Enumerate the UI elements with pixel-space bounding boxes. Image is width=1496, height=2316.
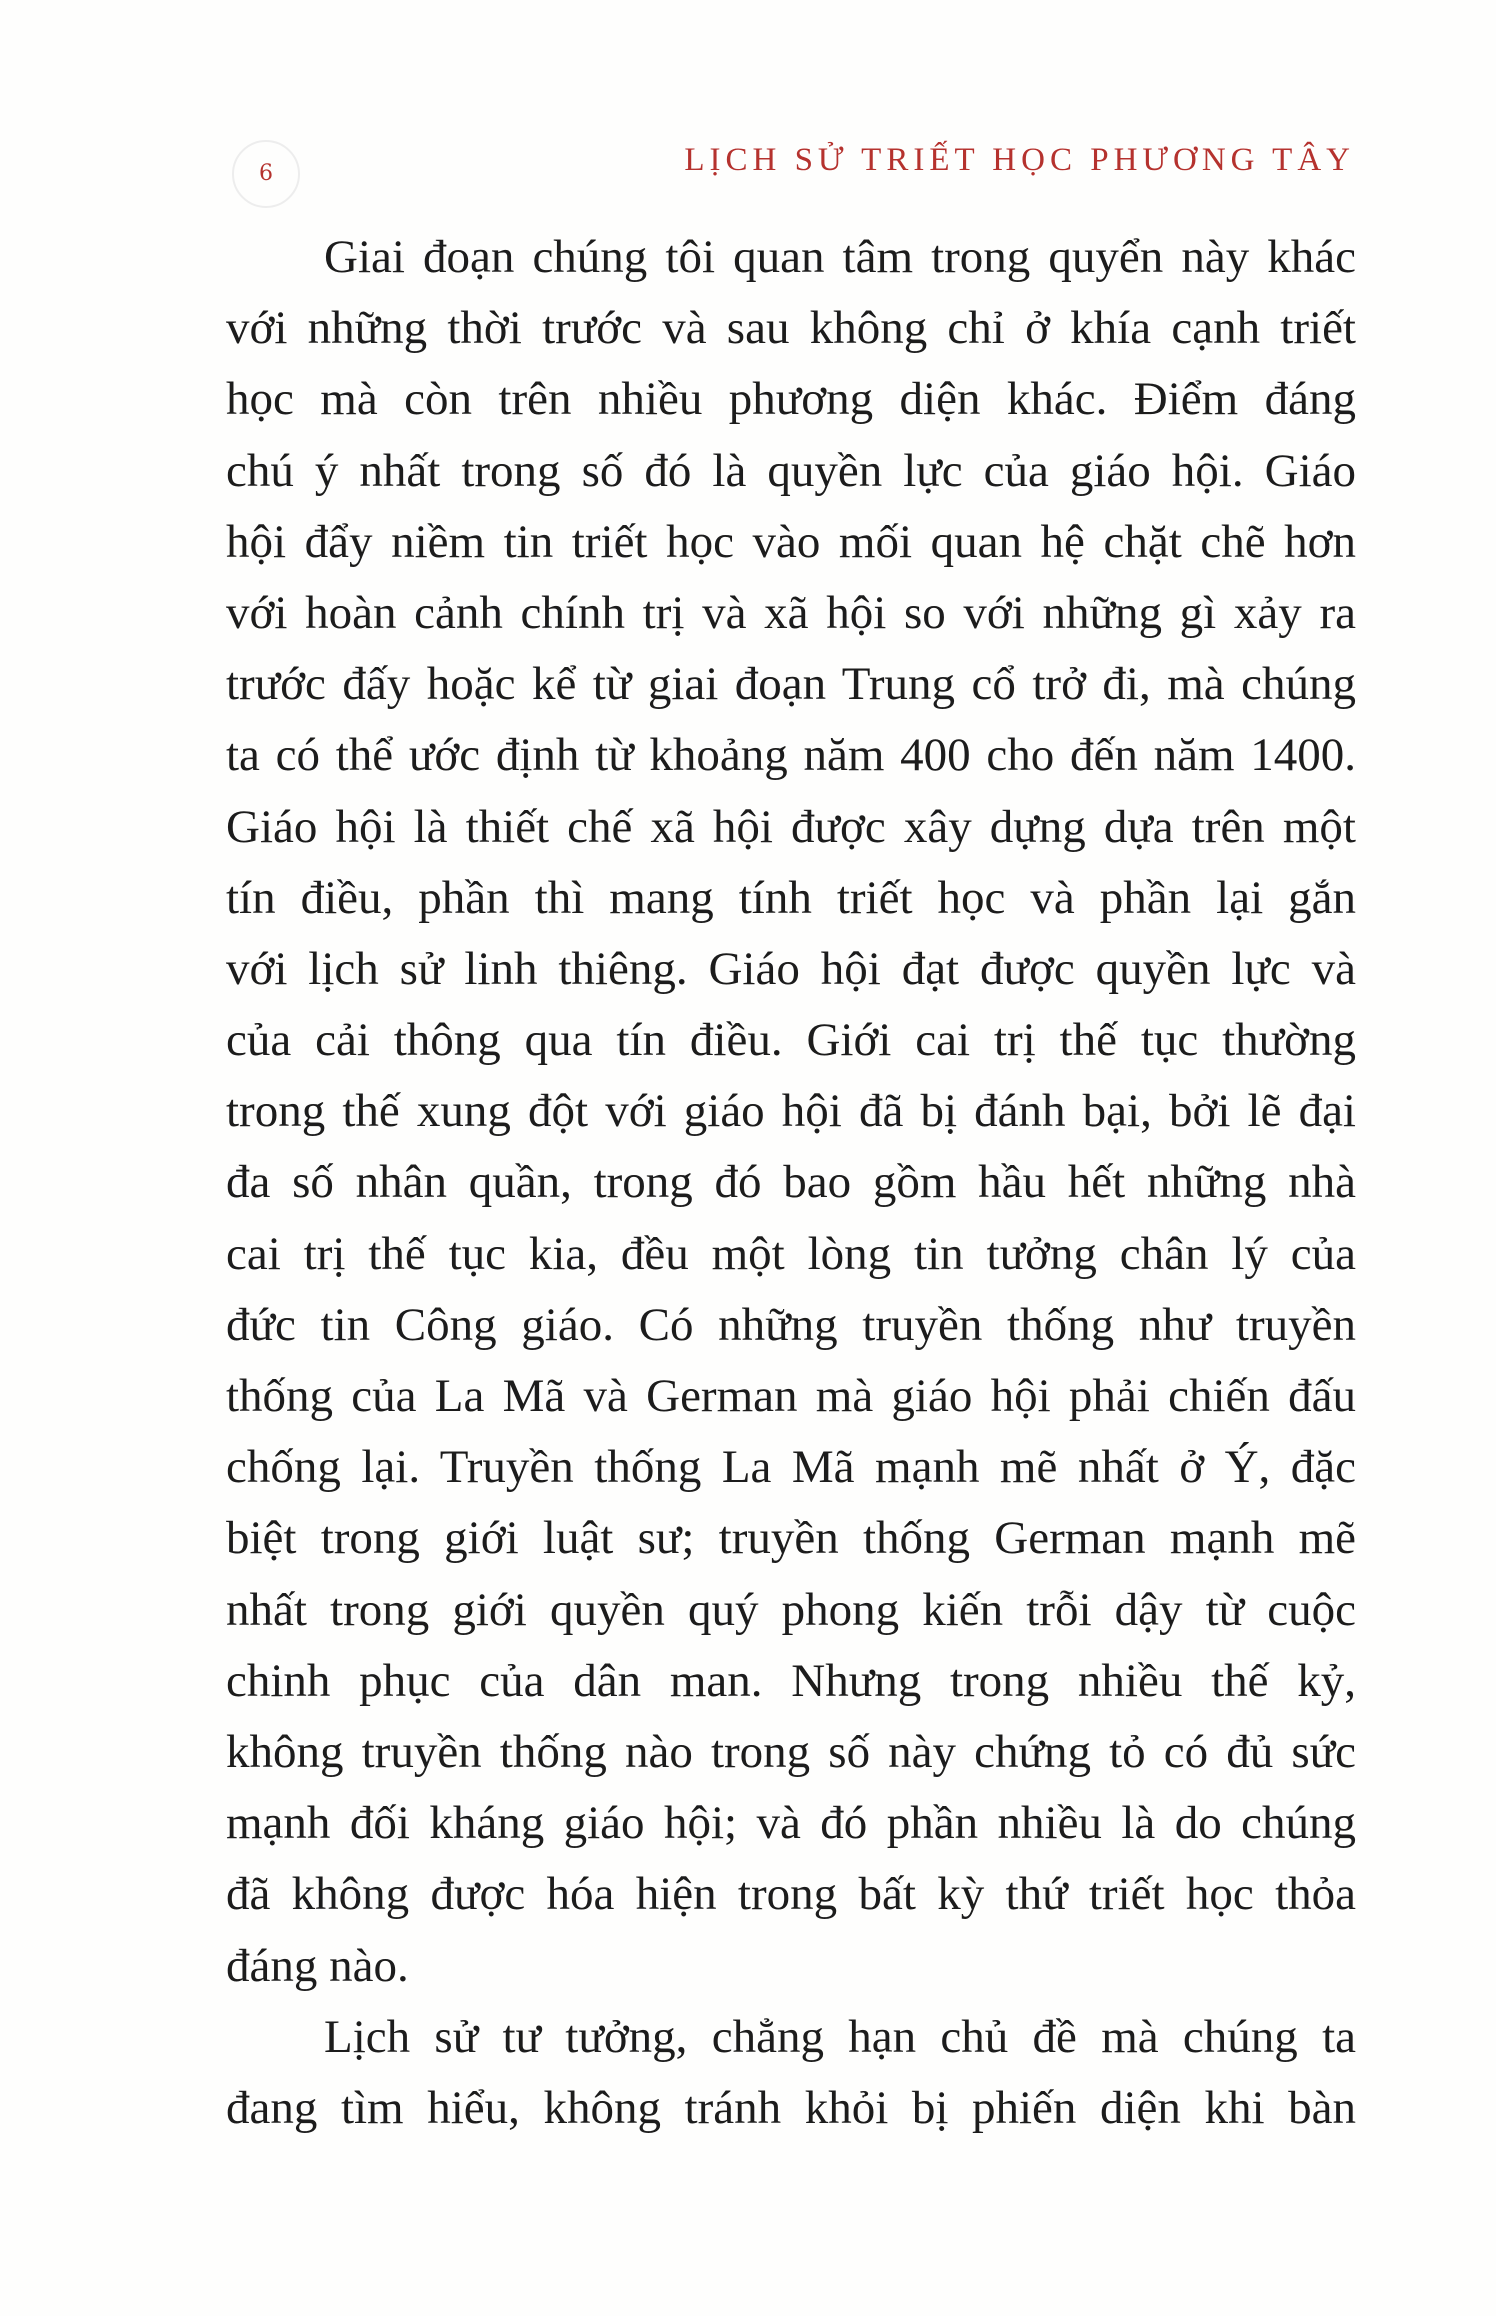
paragraph-1-line: mạnh đối kháng giáo hội; và đó phần nhiều là do chúng: [226, 1797, 1356, 1850]
page-number: 6: [232, 140, 300, 208]
paragraph-1-line: chinh phục của dân man. Nhưng trong nhiều thế kỷ,: [226, 1654, 1356, 1707]
paragraph-1-line: đa số nhân quần, trong đó bao gồm hầu hết những nhà: [226, 1156, 1356, 1209]
paragraph-1-line: chống lại. Truyền thống La Mã mạnh mẽ nhất ở Ý, đặc: [226, 1441, 1356, 1494]
paragraph-1-line: không truyền thống nào trong số này chứng tỏ có đủ sức: [226, 1725, 1356, 1778]
paragraph-1-line: tín điều, phần thì mang tính triết học và phần lại gắn: [226, 871, 1356, 924]
paragraph-1-line: học mà còn trên nhiều phương diện khác. Điểm đáng: [226, 373, 1356, 426]
paragraph-1-line: đức tin Công giáo. Có những truyền thống như truyền: [226, 1298, 1356, 1351]
paragraph-1-line: biệt trong giới luật sư; truyền thống German mạnh mẽ: [226, 1512, 1356, 1565]
paragraph-1-line: với hoàn cảnh chính trị và xã hội so với những gì xảy ra: [226, 586, 1356, 639]
paragraph-1-line: hội đẩy niềm tin triết học vào mối quan hệ chặt chẽ hơn: [226, 515, 1356, 568]
paragraph-1-line: Giáo hội là thiết chế xã hội được xây dựng dựa trên một: [226, 800, 1356, 853]
paragraph-1-line: cai trị thế tục kia, đều một lòng tin tưởng chân lý của: [226, 1227, 1356, 1280]
running-title: LỊCH SỬ TRIẾT HỌC PHƯƠNG TÂY: [684, 142, 1355, 178]
paragraph-1-line: đã không được hóa hiện trong bất kỳ thứ triết học thỏa: [226, 1868, 1356, 1921]
paragraph-1-line: với lịch sử linh thiêng. Giáo hội đạt được quyền lực và: [226, 942, 1356, 995]
paragraph-1-line: nhất trong giới quyền quý phong kiến trỗi dậy từ cuộc: [226, 1583, 1356, 1636]
paragraph-1-line: trong thế xung đột với giáo hội đã bị đánh bại, bởi lẽ đại: [226, 1085, 1356, 1138]
paragraph-2-line: đang tìm hiểu, không tránh khỏi bị phiến diện khi bàn: [226, 2081, 1356, 2134]
paragraph-1-line: với những thời trước và sau không chỉ ở khía cạnh triết: [226, 302, 1356, 355]
paragraph-1-line: trước đấy hoặc kể từ giai đoạn Trung cổ trở đi, mà chúng: [226, 658, 1356, 711]
paragraph-1-line: của cải thông qua tín điều. Giới cai trị thế tục thường: [226, 1014, 1356, 1067]
paragraph-1-line: đáng nào.: [226, 1939, 409, 1992]
paragraph-1-line: ta có thể ước định từ khoảng năm 400 cho đến năm 1400.: [226, 729, 1356, 782]
paragraph-2-line: Lịch sử tư tưởng, chẳng hạn chủ đề mà chúng ta: [324, 2010, 1356, 2063]
paragraph-1-line: chú ý nhất trong số đó là quyền lực của giáo hội. Giáo: [226, 444, 1356, 497]
body-text: [226, 222, 1356, 2144]
paragraph-1-line: thống của La Mã và German mà giáo hội phải chiến đấu: [226, 1370, 1356, 1422]
paragraph-1-line: Giai đoạn chúng tôi quan tâm trong quyển này khác: [324, 231, 1356, 283]
